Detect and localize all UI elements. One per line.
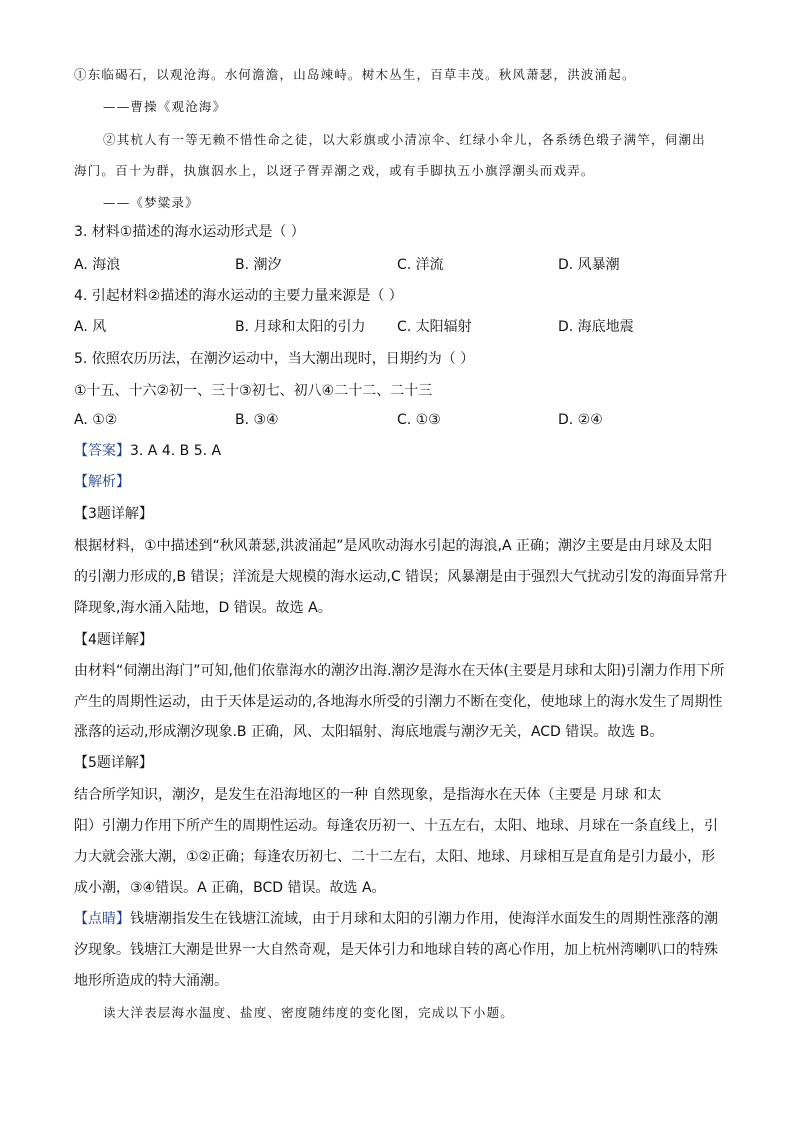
comment-text-1: 钱塘潮指发生在钱塘江流域，由于月球和太阳的引潮力作用，使海洋水面发生的周期性涨落的潮 bbox=[130, 911, 718, 927]
question-5-stem: 5. 依照农历历法，在潮汐运动中，当大潮出现时，日期约为（ ） bbox=[74, 351, 475, 367]
detail-5-line-1: 结合所学知识，潮汐，是发生在沿海地区的一种 自然现象，是指海水在天体（主要是 月球 和太 bbox=[74, 787, 662, 803]
next-question-intro: 读大洋表层海水温度、盐度、密度随纬度的变化图，完成以下小题。 bbox=[103, 1005, 515, 1020]
analysis-label: 【解析】 bbox=[74, 474, 130, 490]
question-4-option-d: D. 海底地震 bbox=[558, 319, 634, 335]
comment-line-2: 汐现象。钱塘江大潮是世界一大自然奇观，是天体引力和地球自转的离心作用，加上杭州湾喇叭口的特殊 bbox=[74, 942, 718, 958]
comment-line-3: 地形所造成的特大涌潮。 bbox=[74, 973, 228, 989]
detail-3-label: 【3题详解】 bbox=[74, 506, 153, 522]
question-3-option-b: B. 潮汐 bbox=[235, 257, 282, 273]
detail-5-line-3: 力大就会涨大潮，①②正确；每逢农历初七、二十二左右，太阳、地球、月球相互是直角是引力最小，形 bbox=[74, 849, 716, 865]
question-4-option-a: A. 风 bbox=[74, 319, 107, 335]
material-1-source: ——曹操《观沧海》 bbox=[103, 99, 227, 114]
question-3-option-a: A. 海浪 bbox=[74, 257, 121, 273]
question-4-option-b: B. 月球和太阳的引力 bbox=[235, 319, 366, 335]
detail-4-line-2: 产生的周期性运动，由于天体是运动的,各地海水所受的引潮力不断在变化，使地球上的海水发生了周期性 bbox=[74, 694, 723, 710]
question-4-option-c: C. 太阳辐射 bbox=[397, 319, 472, 335]
detail-4-line-3: 涨落的运动,形成潮汐现象.B 正确，风、太阳辐射、海底地震与潮汐无关，ACD 错误。故选 B。 bbox=[74, 724, 664, 740]
question-5-choices: ①十五、十六②初一、三十③初七、初八④二十二、二十三 bbox=[74, 383, 433, 399]
detail-5-label: 【5题详解】 bbox=[74, 755, 153, 771]
material-2-line-1: ②其杭人有一等无赖不惜性命之徒，以大彩旗或小清凉伞、红绿小伞儿，各系绣色缎子满竿，伺潮出 bbox=[103, 132, 706, 147]
detail-5-line-4: 成小潮，③④错误。A 正确，BCD 错误。故选 A。 bbox=[74, 880, 386, 896]
question-3-option-c: C. 洋流 bbox=[397, 257, 444, 273]
detail-5-line-2: 阳）引潮力作用下所产生的周期性运动。每逢农历初一、十五左右，太阳、地球、月球在一条直线上，引 bbox=[74, 818, 718, 834]
answer-label: 【答案】 bbox=[74, 443, 130, 459]
question-5-option-d: D. ②④ bbox=[558, 412, 603, 428]
question-5-option-a: A. ①② bbox=[74, 412, 118, 428]
material-2-source: ——《梦粱录》 bbox=[103, 195, 199, 210]
detail-3-line-2: 的引潮力形成的,B 错误；洋流是大规模的海水运动,C 错误；风暴潮是由于强烈大气扰动引发的海面异常升 bbox=[74, 569, 728, 585]
answer-row bbox=[74, 441, 221, 461]
question-4-stem: 4. 引起材料②描述的海水运动的主要力量来源是（ ） bbox=[74, 288, 403, 304]
answer-text: 3. A 4. B 5. A bbox=[130, 443, 222, 459]
question-3-stem: 3. 材料①描述的海水运动形式是（ ） bbox=[74, 224, 305, 240]
question-5-option-b: B. ③④ bbox=[235, 412, 279, 428]
material-1-text: ①东临碣石，以观沧海。水何澹澹，山岛竦峙。树木丛生，百草丰茂。秋风萧瑟，洪波涌起。 bbox=[74, 67, 636, 82]
comment-label: 【点睛】 bbox=[74, 911, 130, 927]
detail-3-line-3: 降现象,海水涌入陆地，D 错误。故选 A。 bbox=[74, 600, 332, 616]
detail-3-line-1: 根据材料，①中描述到“秋风萧瑟,洪波涌起”是风吹动海水引起的海浪,A 正确；潮汐主要是由月球及太阳 bbox=[74, 538, 712, 554]
question-3-option-d: D. 风暴潮 bbox=[558, 257, 620, 273]
detail-4-line-1: 由材料“伺潮出海门”可知,他们依靠海水的潮汐出海.潮汐是海水在天体(主要是月球和太阳)引潮力作用下所 bbox=[74, 663, 725, 679]
question-5-option-c: C. ①③ bbox=[397, 412, 441, 428]
detail-4-label: 【4题详解】 bbox=[74, 632, 153, 648]
comment-line-1 bbox=[74, 909, 718, 929]
material-2-line-2: 海门。百十为群，执旗泅水上，以迓子胥弄潮之戏，或有手脚执五小旗浮潮头而戏弄。 bbox=[74, 163, 595, 178]
